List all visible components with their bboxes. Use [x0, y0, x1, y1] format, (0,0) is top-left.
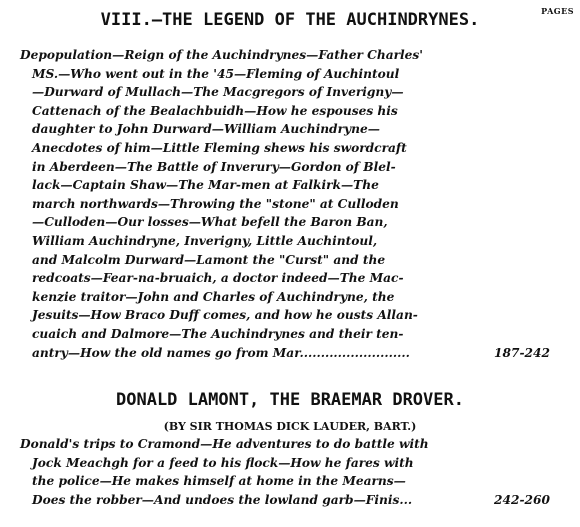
- summary-line: in Aberdeen—The Battle of Inverury—Gordon of Blel-: [32, 159, 396, 174]
- summary-line: Jesuits—How Braco Duff comes, and how he ousts Allan-: [32, 308, 418, 323]
- summary-line: Cattenach of the Bealachbuidh—How he espouses his: [32, 103, 398, 118]
- section-title-donald-lamont: DONALD LAMONT, THE BRAEMAR DROVER.: [116, 390, 464, 410]
- summary-line: Anecdotes of him—Little Fleming shews his swordcraft: [32, 140, 407, 155]
- section-title-legend-auchindrynes: VIII.—THE LEGEND OF THE AUCHINDRYNES.: [100, 10, 480, 30]
- section-summary-legend-auchindrynes: [20, 46, 550, 362]
- summary-line-last: [20, 344, 550, 363]
- summary-text: Does the robber—And undoes the lowland garb—Finis...: [32, 492, 413, 507]
- summary-line: cuaich and Dalmore—The Auchindrynes and their ten-: [32, 326, 404, 341]
- pages-column-label: PAGES: [541, 6, 574, 16]
- summary-text: antry—How the old names go from Mar..........................: [32, 345, 410, 360]
- summary-line: —Durward of Mullach—The Macgregors of Inverigny—: [32, 85, 404, 100]
- summary-line: lack—Captain Shaw—The Mar-men at Falkirk—The: [32, 178, 379, 193]
- summary-line: and Malcolm Durward—Lamont the "Curst" and the: [32, 252, 386, 267]
- summary-line: the police—He makes himself at home in the Mearns—: [32, 474, 406, 489]
- page-range: 242-260: [494, 492, 550, 507]
- summary-line: MS.—Who went out in the '45—Fleming of Auchintoul: [32, 66, 400, 81]
- summary-line: William Auchindryne, Inverigny, Little Auchintoul,: [32, 233, 378, 248]
- summary-line: kenzie traitor—John and Charles of Auchindryne, the: [32, 289, 395, 304]
- summary-line: Depopulation—Reign of the Auchindrynes—Father Charles': [20, 48, 423, 62]
- section-summary-donald-lamont: [20, 435, 550, 509]
- summary-line: —Culloden—Our losses—What befell the Baron Ban,: [32, 215, 388, 230]
- section-byline: (BY SIR THOMAS DICK LAUDER, BART.): [163, 420, 417, 433]
- summary-line: redcoats—Fear-na-bruaich, a doctor indeed—The Mac-: [32, 271, 404, 286]
- summary-line: Donald's trips to Cramond—He adventures to do battle with: [20, 437, 429, 451]
- summary-line: Jock Meachgh for a feed to his flock—How he fares with: [32, 455, 414, 470]
- summary-line: march northwards—Throwing the "stone" at Culloden: [32, 196, 399, 211]
- page-range: 187-242: [494, 345, 550, 360]
- summary-line-last: [20, 491, 550, 510]
- summary-line: daughter to John Durward—William Auchindryne—: [32, 122, 380, 137]
